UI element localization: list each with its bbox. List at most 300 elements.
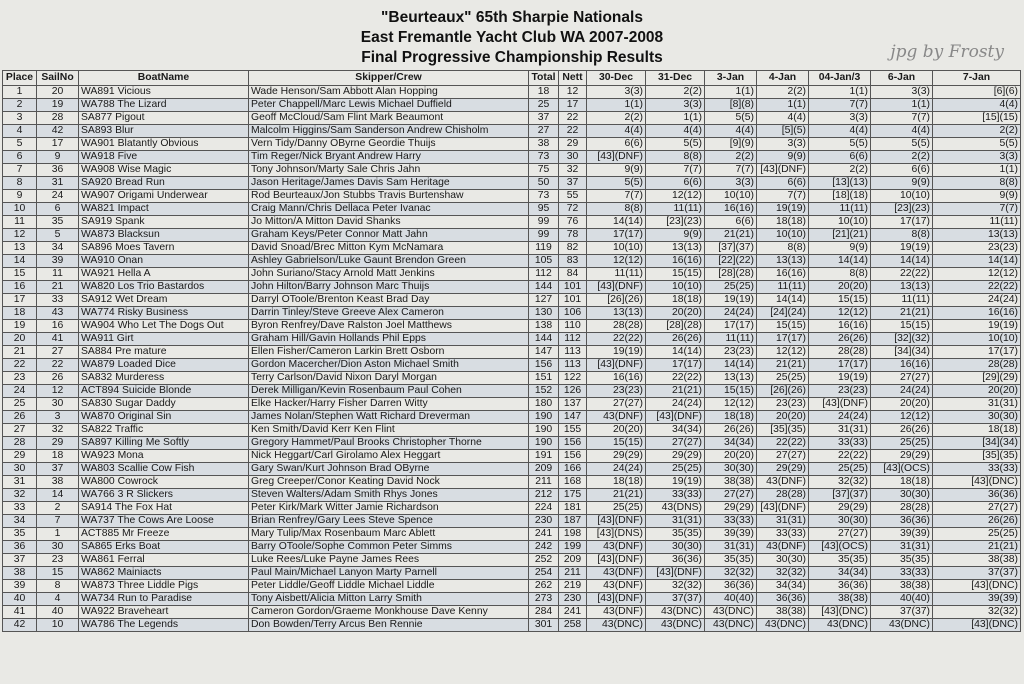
race-30-dec-cell: 16(16) [587,372,646,385]
race-31-dec-cell: 11(11) [646,203,705,216]
total-cell: 211 [529,476,559,489]
total-cell: 301 [529,619,559,632]
race-7-jan-cell: [6](6) [933,86,1021,99]
table-row [3,398,1021,411]
skipper-crew-cell: Malcolm Higgins/Sam Sanderson Andrew Chisholm [249,125,529,138]
skipper-crew-cell: Cameron Gordon/Graeme Monkhouse Dave Kenny [249,606,529,619]
race-4-jan-cell: [5](5) [757,125,809,138]
total-cell: 75 [529,164,559,177]
race-3-jan-cell: 3(3) [705,177,757,190]
race-31-dec-cell: [28](28) [646,320,705,333]
place-cell: 33 [3,502,37,515]
boat-name-cell: WA904 Who Let The Dogs Out [79,320,249,333]
skipper-crew-cell: Peter Kirk/Mark Witter Jamie Richardson [249,502,529,515]
boat-name-cell: SA897 Killing Me Softly [79,437,249,450]
results-table [2,70,1021,632]
race-31-dec-cell: 27(27) [646,437,705,450]
race-30-dec-cell: 12(12) [587,255,646,268]
col-header-place: Place [3,71,37,86]
place-cell: 10 [3,203,37,216]
table-row [3,151,1021,164]
race-6-jan-cell: 19(19) [871,242,933,255]
boat-name-cell: ACT894 Suicide Blonde [79,385,249,398]
race-31-dec-cell: 43(DNS) [646,502,705,515]
race-31-dec-cell: 43(DNC) [646,619,705,632]
total-cell: 190 [529,411,559,424]
col-header-total: Total [529,71,559,86]
total-cell: 224 [529,502,559,515]
col-header-nett: Nett [559,71,587,86]
race-7-jan-cell: 26(26) [933,515,1021,528]
place-cell: 12 [3,229,37,242]
race-6-jan-cell: [23](23) [871,203,933,216]
total-cell: 152 [529,385,559,398]
race-6-jan-cell: 1(1) [871,99,933,112]
boat-name-cell: WA891 Vicious [79,86,249,99]
table-row [3,541,1021,554]
race-30-dec-cell: 11(11) [587,268,646,281]
place-cell: 20 [3,333,37,346]
table-row [3,619,1021,632]
race-6-jan-cell: [34](34) [871,346,933,359]
race-31-dec-cell: 9(9) [646,229,705,242]
race-3-jan-cell: 35(35) [705,554,757,567]
race-3-jan-cell: 13(13) [705,372,757,385]
race-3-jan-cell: 31(31) [705,541,757,554]
race-4-jan-cell: 27(27) [757,450,809,463]
race-6-jan-cell: 20(20) [871,398,933,411]
race-31-dec-cell: 22(22) [646,372,705,385]
race-3-jan-cell: 25(25) [705,281,757,294]
skipper-crew-cell: Tony Johnson/Marty Sale Chris Jahn [249,164,529,177]
club-title: East Fremantle Yacht Club WA 2007-2008 [360,29,664,46]
nett-cell: 230 [559,593,587,606]
total-cell: 209 [529,463,559,476]
place-cell: 19 [3,320,37,333]
race-31-dec-cell: 3(3) [646,99,705,112]
race-04-jan-3-cell: 34(34) [809,567,871,580]
race-04-jan-3-cell: 35(35) [809,554,871,567]
skipper-crew-cell: Geoff McCloud/Sam Flint Mark Beaumont [249,112,529,125]
sail-number-cell: 6 [37,203,79,216]
race-04-jan-3-cell: 8(8) [809,268,871,281]
race-3-jan-cell: 16(16) [705,203,757,216]
race-31-dec-cell: 17(17) [646,359,705,372]
race-7-jan-cell: [15](15) [933,112,1021,125]
race-31-dec-cell: 2(2) [646,86,705,99]
sail-number-cell: 26 [37,372,79,385]
race-3-jan-cell: 39(39) [705,528,757,541]
total-cell: 252 [529,554,559,567]
race-4-jan-cell: 30(30) [757,554,809,567]
race-30-dec-cell: 21(21) [587,489,646,502]
race-04-jan-3-cell: 17(17) [809,359,871,372]
boat-name-cell: WA803 Scallie Cow Fish [79,463,249,476]
place-cell: 31 [3,476,37,489]
nett-cell: 198 [559,528,587,541]
race-04-jan-3-cell: [13](13) [809,177,871,190]
boat-name-cell: WA873 Three Liddle Pigs [79,580,249,593]
race-3-jan-cell: 33(33) [705,515,757,528]
sail-number-cell: 23 [37,554,79,567]
skipper-crew-cell: Steven Walters/Adam Smith Rhys Jones [249,489,529,502]
skipper-crew-cell: Ashley Gabrielson/Luke Gaunt Brendon Green [249,255,529,268]
total-cell: 190 [529,437,559,450]
race-04-jan-3-cell: [18](18) [809,190,871,203]
race-30-dec-cell: [43](DNS) [587,528,646,541]
boat-name-cell: WA907 Origami Underwear [79,190,249,203]
race-6-jan-cell: 25(25) [871,437,933,450]
race-6-jan-cell: 29(29) [871,450,933,463]
boat-name-cell: WA879 Loaded Dice [79,359,249,372]
race-31-dec-cell: 32(32) [646,580,705,593]
race-7-jan-cell: 16(16) [933,307,1021,320]
race-3-jan-cell: [22](22) [705,255,757,268]
race-31-dec-cell: 20(20) [646,307,705,320]
total-cell: 105 [529,255,559,268]
nett-cell: 37 [559,177,587,190]
boat-name-cell: SA877 Pigout [79,112,249,125]
race-04-jan-3-cell: 14(14) [809,255,871,268]
race-7-jan-cell: 28(28) [933,359,1021,372]
race-30-dec-cell: 10(10) [587,242,646,255]
skipper-crew-cell: Gregory Hammet/Paul Brooks Christopher Thorne [249,437,529,450]
skipper-crew-cell: Ken Smith/David Kerr Ken Flint [249,424,529,437]
race-30-dec-cell: 14(14) [587,216,646,229]
skipper-crew-cell: Mary Tulip/Max Rosenbaum Marc Ablett [249,528,529,541]
boat-name-cell: SA865 Erks Boat [79,541,249,554]
race-3-jan-cell: 20(20) [705,450,757,463]
race-3-jan-cell: [37](37) [705,242,757,255]
nett-cell: 72 [559,203,587,216]
race-4-jan-cell: 19(19) [757,203,809,216]
race-3-jan-cell: [8](8) [705,99,757,112]
sail-number-cell: 5 [37,229,79,242]
place-cell: 8 [3,177,37,190]
race-31-dec-cell: 13(13) [646,242,705,255]
skipper-crew-cell: Jason Heritage/James Davis Sam Heritage [249,177,529,190]
race-04-jan-3-cell: 4(4) [809,125,871,138]
race-7-jan-cell: 27(27) [933,502,1021,515]
table-row [3,502,1021,515]
race-6-jan-cell: [43](OCS) [871,463,933,476]
race-4-jan-cell: 15(15) [757,320,809,333]
place-cell: 34 [3,515,37,528]
skipper-crew-cell: Craig Mann/Chris Dellaca Peter Ivanac [249,203,529,216]
race-7-jan-cell: 10(10) [933,333,1021,346]
race-04-jan-3-cell: 19(19) [809,372,871,385]
race-4-jan-cell: 8(8) [757,242,809,255]
table-row [3,190,1021,203]
race-7-jan-cell: 25(25) [933,528,1021,541]
race-7-jan-cell: 21(21) [933,541,1021,554]
race-4-jan-cell: 34(34) [757,580,809,593]
sail-number-cell: 33 [37,294,79,307]
skipper-crew-cell: Wade Henson/Sam Abbott Alan Hopping [249,86,529,99]
total-cell: 18 [529,86,559,99]
race-4-jan-cell: 36(36) [757,593,809,606]
place-cell: 17 [3,294,37,307]
race-31-dec-cell: 4(4) [646,125,705,138]
race-31-dec-cell: 43(DNC) [646,606,705,619]
race-4-jan-cell: 38(38) [757,606,809,619]
total-cell: 38 [529,138,559,151]
nett-cell: 126 [559,385,587,398]
table-row [3,164,1021,177]
nett-cell: 258 [559,619,587,632]
race-31-dec-cell: 34(34) [646,424,705,437]
race-7-jan-cell: 20(20) [933,385,1021,398]
boat-name-cell: WA737 The Cows Are Loose [79,515,249,528]
race-6-jan-cell: 28(28) [871,502,933,515]
race-04-jan-3-cell: [37](37) [809,489,871,502]
race-3-jan-cell: 23(23) [705,346,757,359]
race-7-jan-cell: 8(8) [933,177,1021,190]
sail-number-cell: 4 [37,593,79,606]
race-3-jan-cell: [9](9) [705,138,757,151]
boat-name-cell: SA893 Blur [79,125,249,138]
total-cell: 144 [529,333,559,346]
sail-number-cell: 32 [37,424,79,437]
race-04-jan-3-cell: [43](OCS) [809,541,871,554]
race-30-dec-cell: 43(DNF) [587,541,646,554]
table-row [3,593,1021,606]
race-04-jan-3-cell: 22(22) [809,450,871,463]
race-4-jan-cell: [43](DNF) [757,502,809,515]
nett-cell: 32 [559,164,587,177]
race-7-jan-cell: 4(4) [933,99,1021,112]
race-7-jan-cell: 7(7) [933,203,1021,216]
race-7-jan-cell: [43](DNC) [933,476,1021,489]
skipper-crew-cell: Peter Liddle/Geoff Liddle Michael Liddle [249,580,529,593]
race-7-jan-cell: [34](34) [933,437,1021,450]
race-4-jan-cell: 10(10) [757,229,809,242]
skipper-crew-cell: Tim Reger/Nick Bryant Andrew Harry [249,151,529,164]
race-4-jan-cell: 18(18) [757,216,809,229]
race-6-jan-cell: 31(31) [871,541,933,554]
race-6-jan-cell: 5(5) [871,138,933,151]
total-cell: 180 [529,398,559,411]
race-31-dec-cell: [23](23) [646,216,705,229]
race-30-dec-cell: [26](26) [587,294,646,307]
skipper-crew-cell: Byron Renfrey/Dave Ralston Joel Matthews [249,320,529,333]
table-row [3,515,1021,528]
nett-cell: 113 [559,359,587,372]
race-3-jan-cell: 11(11) [705,333,757,346]
race-7-jan-cell: 17(17) [933,346,1021,359]
race-7-jan-cell: 19(19) [933,320,1021,333]
skipper-crew-cell: Terry Carlson/David Nixon Daryl Morgan [249,372,529,385]
boat-name-cell: WA873 Blacksun [79,229,249,242]
table-row [3,489,1021,502]
race-3-jan-cell: 2(2) [705,151,757,164]
total-cell: 99 [529,216,559,229]
race-31-dec-cell: 33(33) [646,489,705,502]
skipper-crew-cell: Vern Tidy/Danny OByrne Geordie Thuijs [249,138,529,151]
table-row [3,281,1021,294]
sail-number-cell: 24 [37,190,79,203]
race-7-jan-cell: 1(1) [933,164,1021,177]
boat-name-cell: SA912 Wet Dream [79,294,249,307]
table-row [3,307,1021,320]
table-row [3,411,1021,424]
race-31-dec-cell: 15(15) [646,268,705,281]
race-6-jan-cell: 18(18) [871,476,933,489]
race-04-jan-3-cell: 28(28) [809,346,871,359]
total-cell: 27 [529,125,559,138]
race-30-dec-cell: [43](DNF) [587,151,646,164]
nett-cell: 30 [559,151,587,164]
total-cell: 156 [529,359,559,372]
skipper-crew-cell: Brian Renfrey/Gary Lees Steve Spence [249,515,529,528]
total-cell: 130 [529,307,559,320]
place-cell: 25 [3,398,37,411]
boat-name-cell: WA734 Run to Paradise [79,593,249,606]
table-row [3,99,1021,112]
sail-number-cell: 7 [37,515,79,528]
table-row [3,268,1021,281]
table-row [3,216,1021,229]
race-7-jan-cell: 33(33) [933,463,1021,476]
total-cell: 99 [529,229,559,242]
race-4-jan-cell: 43(DNF) [757,541,809,554]
race-04-jan-3-cell: 27(27) [809,528,871,541]
race-7-jan-cell: [43](DNC) [933,619,1021,632]
sail-number-cell: 8 [37,580,79,593]
race-6-jan-cell: 6(6) [871,164,933,177]
race-3-jan-cell: 26(26) [705,424,757,437]
race-30-dec-cell: 5(5) [587,177,646,190]
skipper-crew-cell: David Snoad/Brec Mitton Kym McNamara [249,242,529,255]
skipper-crew-cell: John Suriano/Stacy Arnold Matt Jenkins [249,268,529,281]
place-cell: 23 [3,372,37,385]
race-04-jan-3-cell: 26(26) [809,333,871,346]
race-3-jan-cell: 36(36) [705,580,757,593]
race-31-dec-cell: 21(21) [646,385,705,398]
table-row [3,450,1021,463]
table-row [3,385,1021,398]
title-block [0,8,1024,68]
race-04-jan-3-cell: 10(10) [809,216,871,229]
race-3-jan-cell: 10(10) [705,190,757,203]
sail-number-cell: 22 [37,359,79,372]
col-header-race-31-dec: 31-Dec [646,71,705,86]
place-cell: 24 [3,385,37,398]
sail-number-cell: 11 [37,268,79,281]
race-4-jan-cell: 17(17) [757,333,809,346]
race-6-jan-cell: 17(17) [871,216,933,229]
skipper-crew-cell: Darrin Tinley/Steve Greeve Alex Cameron [249,307,529,320]
race-31-dec-cell: [43](DNF) [646,411,705,424]
nett-cell: 241 [559,606,587,619]
race-4-jan-cell: 2(2) [757,86,809,99]
race-4-jan-cell: 7(7) [757,190,809,203]
race-04-jan-3-cell: 3(3) [809,112,871,125]
table-row [3,437,1021,450]
total-cell: 112 [529,268,559,281]
race-3-jan-cell: [28](28) [705,268,757,281]
race-7-jan-cell: 36(36) [933,489,1021,502]
place-cell: 32 [3,489,37,502]
skipper-crew-cell: Derek Milligan/Kevin Rosenbaum Paul Cohen [249,385,529,398]
col-header-race-4-jan: 4-Jan [757,71,809,86]
race-30-dec-cell: 24(24) [587,463,646,476]
race-04-jan-3-cell: 9(9) [809,242,871,255]
place-cell: 42 [3,619,37,632]
race-3-jan-cell: 27(27) [705,489,757,502]
skipper-crew-cell: Gary Swan/Kurt Johnson Brad OByrne [249,463,529,476]
race-7-jan-cell: 23(23) [933,242,1021,255]
boat-name-cell: WA921 Hella A [79,268,249,281]
race-31-dec-cell: 16(16) [646,255,705,268]
sail-number-cell: 10 [37,619,79,632]
nett-cell: 181 [559,502,587,515]
race-6-jan-cell: 38(38) [871,580,933,593]
race-7-jan-cell: 39(39) [933,593,1021,606]
race-30-dec-cell: 22(22) [587,333,646,346]
boat-name-cell: WA901 Blatantly Obvious [79,138,249,151]
race-7-jan-cell: 5(5) [933,138,1021,151]
race-31-dec-cell: 19(19) [646,476,705,489]
race-30-dec-cell: 29(29) [587,450,646,463]
total-cell: 127 [529,294,559,307]
col-header-race-30-dec: 30-Dec [587,71,646,86]
event-title: "Beurteaux" 65th Sharpie Nationals [381,9,643,26]
race-4-jan-cell: 31(31) [757,515,809,528]
place-cell: 1 [3,86,37,99]
sail-number-cell: 27 [37,346,79,359]
table-row [3,229,1021,242]
sail-number-cell: 18 [37,450,79,463]
sail-number-cell: 21 [37,281,79,294]
race-31-dec-cell: [43](DNF) [646,567,705,580]
sail-number-cell: 12 [37,385,79,398]
race-6-jan-cell: 39(39) [871,528,933,541]
race-30-dec-cell: 9(9) [587,164,646,177]
race-31-dec-cell: 12(12) [646,190,705,203]
place-cell: 37 [3,554,37,567]
total-cell: 241 [529,528,559,541]
sail-number-cell: 35 [37,216,79,229]
total-cell: 242 [529,541,559,554]
race-3-jan-cell: 17(17) [705,320,757,333]
nett-cell: 219 [559,580,587,593]
results-title: Final Progressive Championship Results [361,49,663,66]
race-3-jan-cell: 30(30) [705,463,757,476]
boat-name-cell: WA908 Wise Magic [79,164,249,177]
place-cell: 36 [3,541,37,554]
table-row [3,320,1021,333]
nett-cell: 112 [559,333,587,346]
nett-cell: 122 [559,372,587,385]
race-04-jan-3-cell: 24(24) [809,411,871,424]
total-cell: 73 [529,190,559,203]
place-cell: 4 [3,125,37,138]
place-cell: 39 [3,580,37,593]
boat-name-cell: SA830 Sugar Daddy [79,398,249,411]
race-4-jan-cell: 28(28) [757,489,809,502]
race-31-dec-cell: 18(18) [646,294,705,307]
race-30-dec-cell: 43(DNF) [587,567,646,580]
race-30-dec-cell: [43](DNF) [587,554,646,567]
col-header-race-6-jan: 6-Jan [871,71,933,86]
skipper-crew-cell: Luke Rees/Luke Payne James Rees [249,554,529,567]
race-04-jan-3-cell: [21](21) [809,229,871,242]
sail-number-cell: 30 [37,541,79,554]
race-3-jan-cell: 6(6) [705,216,757,229]
race-30-dec-cell: 25(25) [587,502,646,515]
boat-name-cell: WA774 Risky Business [79,307,249,320]
